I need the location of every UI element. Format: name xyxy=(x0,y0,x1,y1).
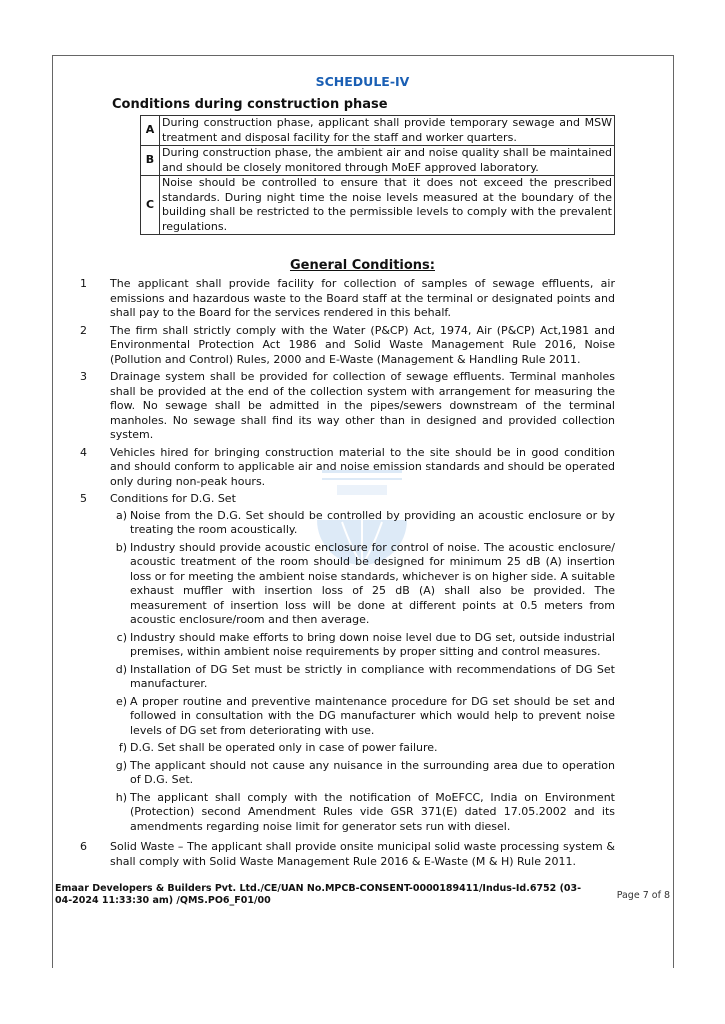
condition-text: During construction phase, applicant shall provide temporary sewage and MSW treatment and disposal facility for the staff and worker quarters. xyxy=(160,116,615,146)
dg-condition xyxy=(110,631,615,660)
general-conditions-list xyxy=(80,277,615,869)
dg-condition xyxy=(110,791,615,835)
item-number: 1 xyxy=(80,277,87,290)
dg-condition-text: Installation of DG Set must be strictly in compliance with recommendations of DG Set manufacturer. xyxy=(130,662,615,690)
table-row xyxy=(141,116,615,146)
dg-set-section xyxy=(110,492,615,837)
dg-condition-label: e) xyxy=(115,694,127,708)
dg-condition-text: The applicant shall comply with the notification of MoEFCC, India on Environment (Protection) second Amendment Rules vide GSR 371(E) dated 17.05.2002 and its amendments regarding noise limit for generator sets run with diesel. xyxy=(130,790,615,833)
list-item xyxy=(80,370,615,443)
item-text: The firm shall strictly comply with the Water (P&CP) Act, 1974, Air (P&CP) Act,1981 and Environmental Protection Act 1986 and Solid Waste Management Rule 2016, Noise (Pollution and Control) Rules, 2000 and E-Waste (Management & Handling Rule 2011. xyxy=(110,323,615,366)
dg-condition-text: Industry should make efforts to bring down noise level due to DG set, outside industrial premises, within ambient noise requirements by proper sitting and control measures. xyxy=(130,630,615,658)
item-text: Conditions for D.G. Set xyxy=(110,492,236,505)
condition-text: Noise should be controlled to ensure that it does not exceed the prescribed standards. During night time the noise levels measured at the boundary of the building shall be restricted to the permissible levels to comply with the prevalent regulations. xyxy=(160,176,615,235)
dg-condition xyxy=(110,759,615,788)
dg-condition xyxy=(110,509,615,538)
dg-condition-label: b) xyxy=(115,540,127,554)
dg-condition xyxy=(110,541,615,628)
item-number: 3 xyxy=(80,370,87,383)
condition-letter: A xyxy=(141,116,160,146)
condition-letter: C xyxy=(141,176,160,235)
item-text: Vehicles hired for bringing construction material to the site should be in good condition and should conform to applicable air and noise emission standards and should be operated only during non-peak hours. xyxy=(110,445,615,488)
dg-condition-text: Noise from the D.G. Set should be controlled by providing an acoustic enclosure or by treating the room acoustically. xyxy=(130,508,615,536)
item-number: 2 xyxy=(80,323,87,337)
construction-heading: Conditions during construction phase xyxy=(112,97,388,112)
list-item xyxy=(80,840,615,869)
item-text: The applicant shall provide facility for collection of samples of sewage effluents, air emissions and hazardous waste to the Board staff at the terminal or designated points and shall pay to the Board for the services rendered in this behalf. xyxy=(110,277,615,319)
item-number: 5 xyxy=(80,492,87,505)
footer-reference: Emaar Developers & Builders Pvt. Ltd./CE/UAN No.MPCB-CONSENT-0000189411/Indus-Id.6752 (03-04-2024 11:33:30 am) /QMS.PO6_F01/00 xyxy=(55,883,582,906)
item-number: 4 xyxy=(80,445,87,459)
condition-letter: B xyxy=(141,146,160,176)
list-item xyxy=(80,277,615,321)
dg-condition-text: A proper routine and preventive maintenance procedure for DG set should be set and followed in consultation with the DG manufacturer which would help to prevent noise levels of DG set from deteriorating with use. xyxy=(130,694,615,737)
list-item xyxy=(80,492,615,837)
dg-condition xyxy=(110,741,615,756)
table-row xyxy=(141,146,615,176)
item-text: Drainage system shall be provided for collection of sewage effluents. Terminal manholes shall be provided at the end of the collection system with arrangement for measuring the flow. No sewage shall be admitted in the pipes/sewers downstream of the terminal manholes. No sewage shall find its way other than in designed and provided collection system. xyxy=(110,370,615,441)
general-conditions-heading: General Conditions: xyxy=(289,258,435,273)
dg-condition xyxy=(110,695,615,739)
list-item xyxy=(80,446,615,490)
item-text: Solid Waste – The applicant shall provide onsite municipal solid waste processing system & shall comply with Solid Waste Management Rule 2016 & E-Waste (M & H) Rule 2011. xyxy=(110,840,615,868)
dg-condition-label: c) xyxy=(116,630,127,644)
dg-condition-text: Industry should provide acoustic enclosure for control of noise. The acoustic enclosure/ acoustic treatment of the room should be designed for minimum 25 dB (A) insertion loss or for meeting the ambient noise standards, whichever is on higher side. A suitable exhaust muffler with insertion loss of 25 dB (A) shall also be provided. The measurement of insertion loss will be done at different points at 0.5 meters from acoustic enclosure/room and then average. xyxy=(130,540,615,626)
condition-text: During construction phase, the ambient air and noise quality shall be maintained and should be closely monitored through MoEF approved laboratory. xyxy=(160,146,615,176)
dg-condition-label: h) xyxy=(115,790,127,804)
dg-condition-label: g) xyxy=(115,758,127,772)
dg-condition-label: a) xyxy=(115,508,127,522)
construction-conditions-table xyxy=(140,115,615,235)
table-row xyxy=(141,176,615,235)
dg-condition xyxy=(110,663,615,692)
schedule-title: SCHEDULE-IV xyxy=(315,74,410,89)
page-number: Page 7 of 8 xyxy=(616,889,670,901)
page-footer xyxy=(55,883,670,947)
dg-condition-text: D.G. Set shall be operated only in case of power failure. xyxy=(130,741,438,754)
dg-condition-label: f) xyxy=(118,741,127,754)
dg-condition-text: The applicant should not cause any nuisance in the surrounding area due to operation of D.G. Set. xyxy=(130,758,615,786)
item-number: 6 xyxy=(80,840,87,853)
dg-condition-label: d) xyxy=(115,662,127,676)
list-item xyxy=(80,324,615,368)
